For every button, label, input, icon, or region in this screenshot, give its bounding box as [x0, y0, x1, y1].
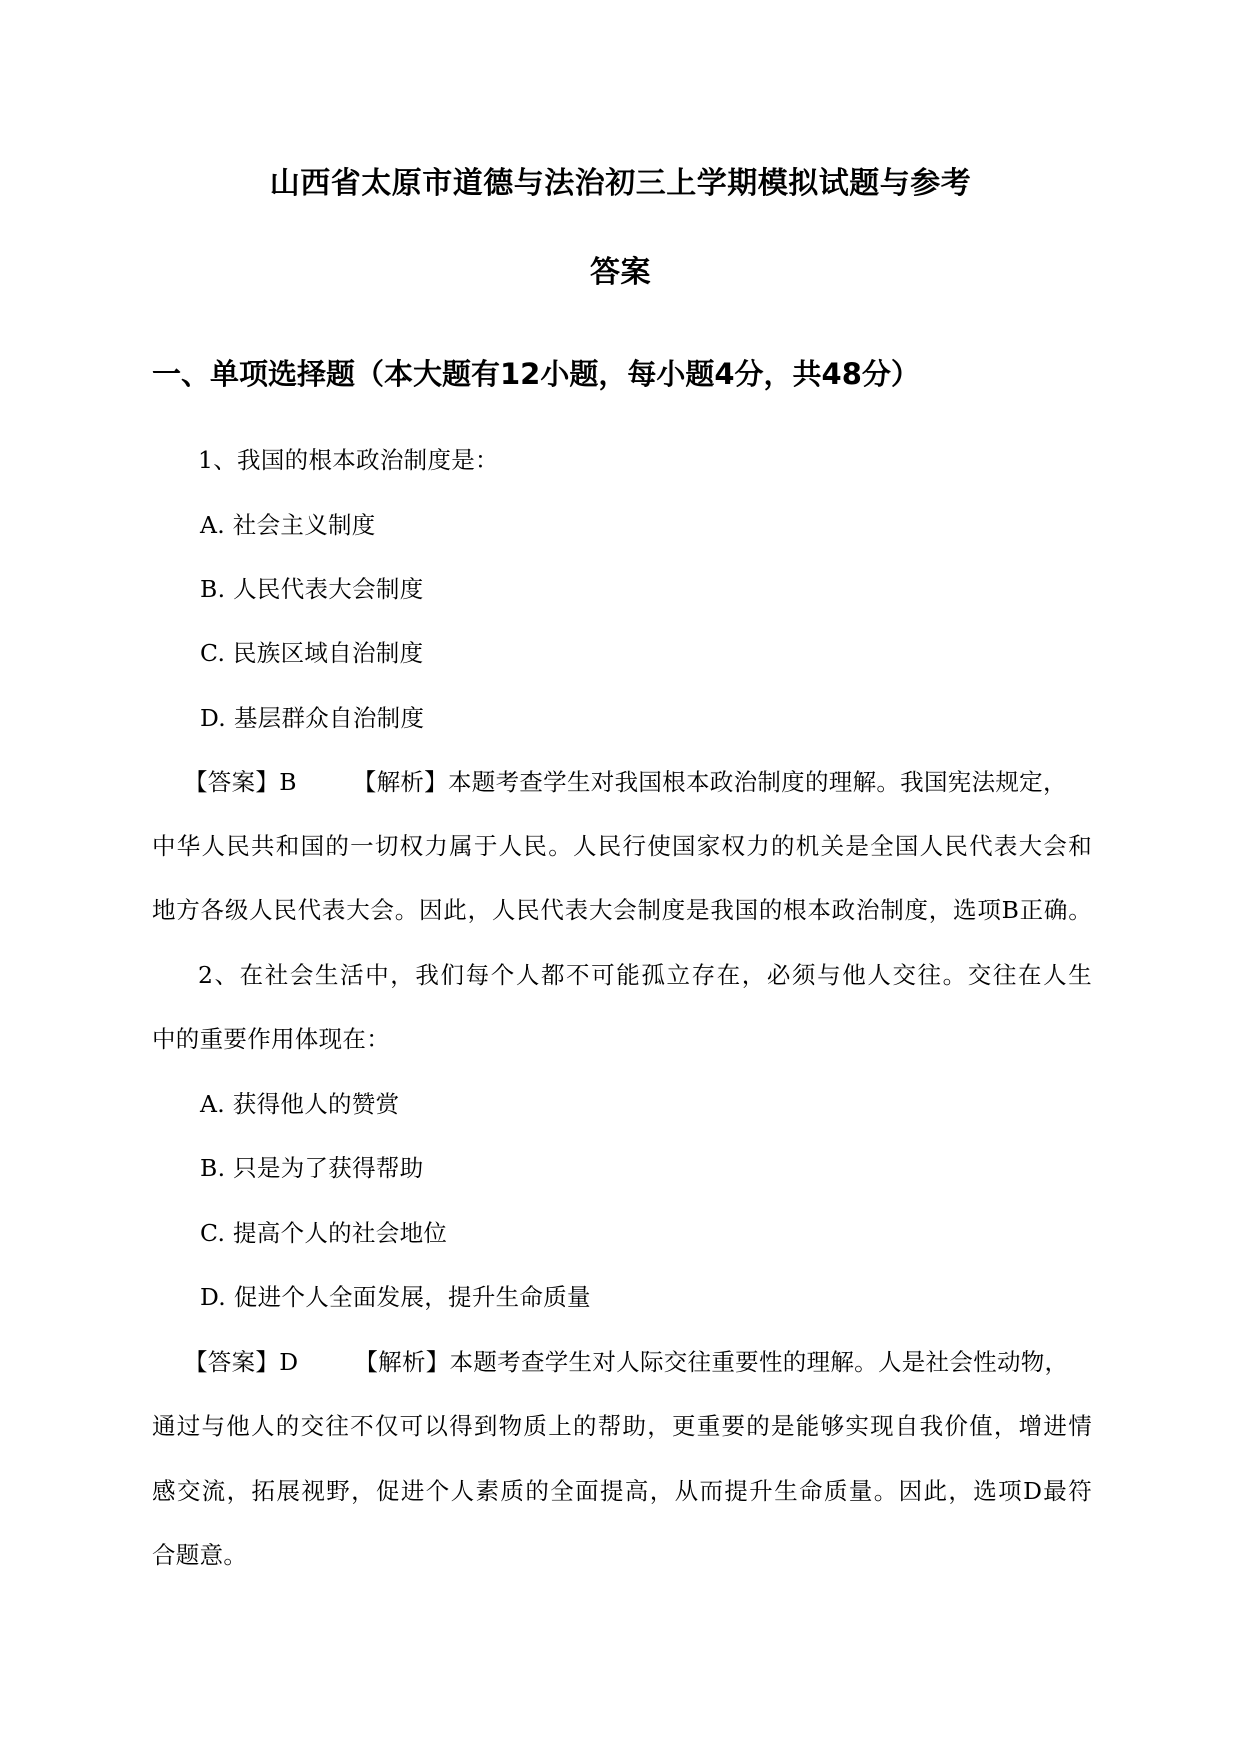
section-heading: 一、单项选择题（本大题有12小题，每小题4分，共48分）: [152, 357, 920, 391]
answer-label: 【答案】B: [184, 768, 297, 796]
question-1-option-c: C. 民族区域自治制度: [200, 639, 424, 667]
question-1-option-d: D. 基层群众自治制度: [200, 704, 425, 732]
answer-label: 【答案】D: [184, 1348, 299, 1376]
question-1-stem: 1、我国的根本政治制度是：: [198, 446, 499, 474]
question-2-analysis-line-2: 通过与他人的交往不仅可以得到物质上的帮助，更重要的是能够实现自我价值，增进情: [152, 1412, 1092, 1440]
analysis-text: 【解析】本题考查学生对我国根本政治制度的理解。我国宪法规定，: [352, 768, 1067, 796]
analysis-text: 【解析】本题考查学生对人际交往重要性的理解。人是社会性动物，: [354, 1348, 1069, 1376]
question-2-stem-line-1: 2、在社会生活中，我们每个人都不可能孤立存在，必须与他人交往。交往在人生: [198, 961, 1092, 989]
question-1-option-b: B. 人民代表大会制度: [200, 575, 424, 603]
question-2-option-a: A. 获得他人的赞赏: [200, 1090, 400, 1118]
question-2-option-c: C. 提高个人的社会地位: [200, 1219, 448, 1247]
question-1-option-a: A. 社会主义制度: [200, 511, 376, 539]
question-1-answer: [184, 763, 1067, 797]
question-2-analysis-line-3: 感交流，拓展视野，促进个人素质的全面提高，从而提升生命质量。因此，选项D最符: [152, 1477, 1092, 1505]
document-title-line-1: 山西省太原市道德与法治初三上学期模拟试题与参考: [269, 166, 972, 201]
question-2-analysis-line-4: 合题意。: [152, 1541, 248, 1569]
question-2-answer: [184, 1343, 1068, 1377]
document-title-line-2: 答案: [590, 255, 651, 290]
question-1-analysis-line-2: 中华人民共和国的一切权力属于人民。人民行使国家权力的机关是全国人民代表大会和: [152, 832, 1092, 860]
question-2-option-d: D. 促进个人全面发展，提升生命质量: [200, 1283, 591, 1311]
question-2-option-b: B. 只是为了获得帮助: [200, 1154, 424, 1182]
question-2-stem-line-2: 中的重要作用体现在：: [152, 1025, 390, 1053]
question-1-analysis-line-3: 地方各级人民代表大会。因此，人民代表大会制度是我国的根本政治制度，选项B正确。: [152, 896, 1092, 924]
